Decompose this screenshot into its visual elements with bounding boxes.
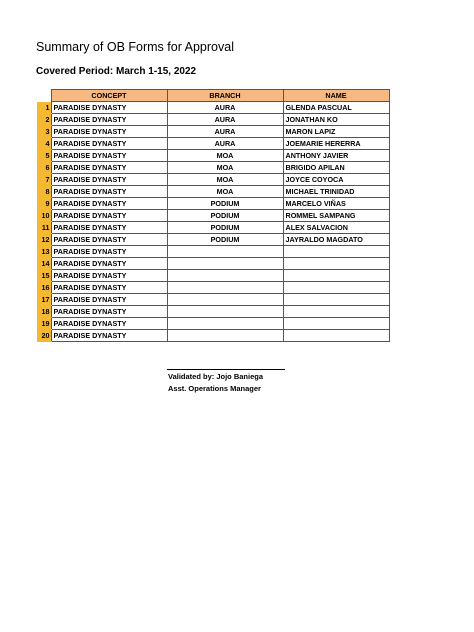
table-row (37, 246, 389, 258)
concept-cell: PARADISE DYNASTY (51, 150, 167, 162)
concept-cell: PARADISE DYNASTY (51, 234, 167, 246)
branch-cell (167, 306, 283, 318)
concept-cell: PARADISE DYNASTY (51, 306, 167, 318)
concept-cell: PARADISE DYNASTY (51, 318, 167, 330)
branch-cell: MOA (167, 174, 283, 186)
concept-cell: PARADISE DYNASTY (51, 174, 167, 186)
table-row (37, 222, 389, 234)
name-cell: MARON LAPIZ (283, 126, 389, 138)
concept-cell: PARADISE DYNASTY (51, 162, 167, 174)
validator-position: Asst. Operations Manager (168, 384, 261, 393)
name-cell: ROMMEL SAMPANG (283, 210, 389, 222)
row-number-cell: 16 (37, 282, 51, 294)
concept-cell: PARADISE DYNASTY (51, 258, 167, 270)
header-branch: BRANCH (167, 90, 283, 102)
name-cell (283, 330, 389, 342)
table-row (37, 210, 389, 222)
name-cell: JOEMARIE HERERRA (283, 138, 389, 150)
approval-table (37, 89, 390, 342)
name-cell: ALEX SALVACION (283, 222, 389, 234)
name-cell (283, 318, 389, 330)
concept-cell: PARADISE DYNASTY (51, 294, 167, 306)
row-number-cell: 18 (37, 306, 51, 318)
branch-cell: AURA (167, 102, 283, 114)
branch-cell: AURA (167, 138, 283, 150)
row-number-cell: 20 (37, 330, 51, 342)
table-row (37, 126, 389, 138)
concept-cell: PARADISE DYNASTY (51, 102, 167, 114)
branch-cell (167, 270, 283, 282)
document-title: Summary of OB Forms for Approval (36, 40, 234, 54)
row-number-cell: 11 (37, 222, 51, 234)
branch-cell (167, 246, 283, 258)
branch-cell (167, 318, 283, 330)
row-number-cell: 15 (37, 270, 51, 282)
concept-cell: PARADISE DYNASTY (51, 198, 167, 210)
row-number-cell: 19 (37, 318, 51, 330)
row-number-cell: 7 (37, 174, 51, 186)
branch-cell: PODIUM (167, 198, 283, 210)
row-number-cell: 14 (37, 258, 51, 270)
row-number-cell: 8 (37, 186, 51, 198)
concept-cell: PARADISE DYNASTY (51, 126, 167, 138)
name-cell: JOYCE COYOCA (283, 174, 389, 186)
row-number-cell: 1 (37, 102, 51, 114)
branch-cell (167, 330, 283, 342)
row-number-cell: 12 (37, 234, 51, 246)
table-row (37, 198, 389, 210)
validated-by: Validated by: Jojo Baniega (168, 372, 264, 381)
table-row (37, 330, 389, 342)
header-name: NAME (283, 90, 389, 102)
name-cell: MARCELO VIÑAS (283, 198, 389, 210)
table-row (37, 282, 389, 294)
name-cell: JAYRALDO MAGDATO (283, 234, 389, 246)
name-cell: GLENDA PASCUAL (283, 102, 389, 114)
table-row (37, 162, 389, 174)
row-number-cell: 3 (37, 126, 51, 138)
concept-cell: PARADISE DYNASTY (51, 282, 167, 294)
branch-cell: PODIUM (167, 222, 283, 234)
branch-cell: MOA (167, 162, 283, 174)
branch-cell: AURA (167, 126, 283, 138)
row-number-cell: 13 (37, 246, 51, 258)
row-number-header (37, 90, 51, 102)
branch-cell (167, 282, 283, 294)
concept-cell: PARADISE DYNASTY (51, 210, 167, 222)
concept-cell: PARADISE DYNASTY (51, 186, 167, 198)
table-row (37, 294, 389, 306)
concept-cell: PARADISE DYNASTY (51, 330, 167, 342)
name-cell: ANTHONY JAVIER (283, 150, 389, 162)
concept-cell: PARADISE DYNASTY (51, 246, 167, 258)
branch-cell: MOA (167, 150, 283, 162)
table-header-row (37, 90, 389, 102)
header-concept: CONCEPT (51, 90, 167, 102)
name-cell (283, 270, 389, 282)
name-cell (283, 294, 389, 306)
row-number-cell: 6 (37, 162, 51, 174)
table-row (37, 150, 389, 162)
concept-cell: PARADISE DYNASTY (51, 138, 167, 150)
row-number-cell: 5 (37, 150, 51, 162)
name-cell (283, 246, 389, 258)
concept-cell: PARADISE DYNASTY (51, 222, 167, 234)
row-number-cell: 17 (37, 294, 51, 306)
table-row (37, 138, 389, 150)
signature-line (167, 369, 285, 370)
name-cell (283, 306, 389, 318)
name-cell: MICHAEL TRINIDAD (283, 186, 389, 198)
branch-cell: AURA (167, 114, 283, 126)
name-cell (283, 258, 389, 270)
table-row (37, 318, 389, 330)
table-row (37, 258, 389, 270)
table-row (37, 306, 389, 318)
name-cell: JONATHAN KO (283, 114, 389, 126)
concept-cell: PARADISE DYNASTY (51, 114, 167, 126)
name-cell: BRIGIDO APILAN (283, 162, 389, 174)
table-row (37, 114, 389, 126)
branch-cell (167, 258, 283, 270)
row-number-cell: 4 (37, 138, 51, 150)
row-number-cell: 9 (37, 198, 51, 210)
row-number-cell: 10 (37, 210, 51, 222)
approval-table-container (37, 89, 389, 342)
table-body (37, 102, 389, 342)
table-row (37, 270, 389, 282)
row-number-cell: 2 (37, 114, 51, 126)
covered-period: Covered Period: March 1-15, 2022 (36, 66, 197, 77)
branch-cell (167, 294, 283, 306)
table-row (37, 174, 389, 186)
branch-cell: MOA (167, 186, 283, 198)
table-row (37, 234, 389, 246)
name-cell (283, 282, 389, 294)
branch-cell: PODIUM (167, 234, 283, 246)
table-row (37, 186, 389, 198)
branch-cell: PODIUM (167, 210, 283, 222)
table-row (37, 102, 389, 114)
concept-cell: PARADISE DYNASTY (51, 270, 167, 282)
